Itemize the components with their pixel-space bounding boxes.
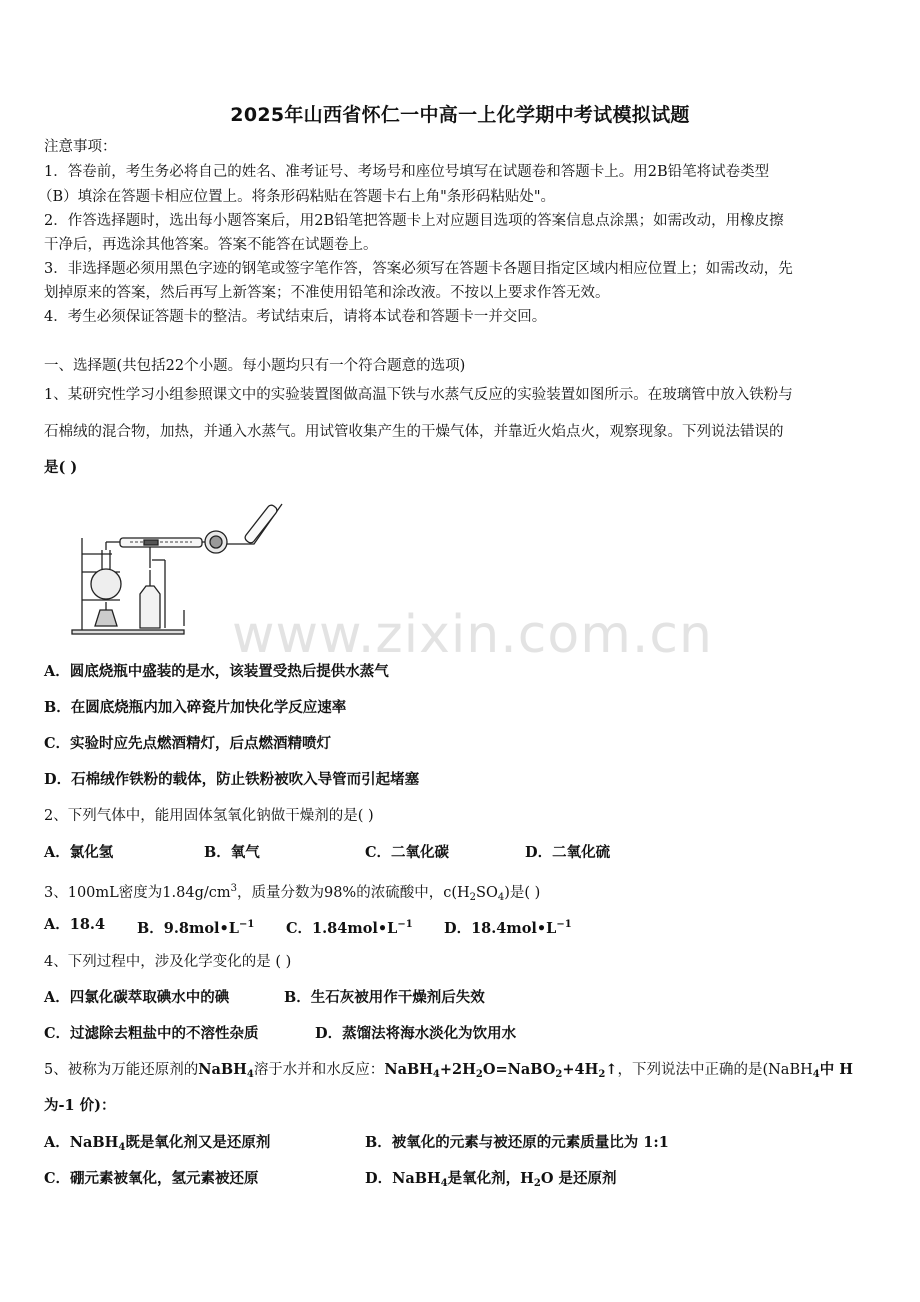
notice-heading: 注意事项： xyxy=(44,139,117,155)
q5-option-c: C．硼元素被氧化，氢元素被还原 xyxy=(44,1170,259,1187)
q3-option-d: D．$18.4mol•L^{-1}$ xyxy=(444,919,572,937)
notice-line: 干净后，再选涂其他答案。答案不能答在试题卷上。 xyxy=(44,237,378,253)
notice-line: （B）填涂在答题卡相应位置上。将条形码粘贴在答题卡右上角"条形码粘贴处"。 xyxy=(38,189,555,205)
q5-option-b: B．被氧化的元素与被还原的元素质量比为 1:1 xyxy=(365,1134,669,1151)
watermark: www.zixin.com.cn xyxy=(232,605,713,665)
q2-option-a: A．氯化氢 xyxy=(44,844,114,861)
q2-option-c: C．二氧化碳 xyxy=(365,844,450,861)
q3-option-a: A．18.4 xyxy=(44,916,106,933)
q1-stem-line: 是( ) xyxy=(44,459,78,476)
q3-option-c: C．$1.84mol•L^{-1}$ xyxy=(286,919,413,937)
q1-stem-line: 1、某研究性学习小组参照课文中的实验装置图做高温下铁与水蒸气反应的实验装置如图所示。在玻璃管中放入铁粉与 xyxy=(44,387,793,403)
notice-line: 划掉原来的答案，然后再写上新答案；不准使用铅笔和涂改液。不按以上要求作答无效。 xyxy=(44,285,610,301)
q5-stem-line: 为-1 价)： xyxy=(44,1097,116,1114)
notice-line: 1．答卷前，考生务必将自己的姓名、准考证号、考场号和座位号填写在试题卷和答题卡上。用2B铅笔将试卷类型 xyxy=(44,164,770,180)
page-title: 2025年山西省怀仁一中高一上化学期中考试模拟试题 xyxy=(230,104,690,126)
q1-stem-line: 石棉绒的混合物，加热，并通入水蒸气。用试管收集产生的干燥气体，并靠近火焰点火，观察现象。下列说法错误的 xyxy=(44,424,784,440)
q2-option-b: B．氧气 xyxy=(204,844,260,861)
notice-line: 3．非选择题必须用黑色字迹的钢笔或签字笔作答，答案必须写在答题卡各题目指定区域内相应位置上；如需改动，先 xyxy=(44,261,793,277)
q4-option-d: D．蒸馏法将海水淡化为饮用水 xyxy=(315,1025,517,1042)
q5-option-d: D．NaBH$_4$是氧化剂，$H_2O$ 是还原剂 xyxy=(365,1170,617,1189)
q4-option-a: A．四氯化碳萃取碘水中的碘 xyxy=(44,989,230,1006)
q2-stem: 2、下列气体中，能用固体氢氧化钠做干燥剂的是( ) xyxy=(44,808,374,824)
notice-line: 2．作答选择题时，选出每小题答案后，用2B铅笔把答题卡上对应题目选项的答案信息点涂黑；如需改动，用橡皮擦 xyxy=(44,213,784,229)
q5-stem-line: 5、被称为万能还原剂的NaBH$_4$溶于水并和水反应：$NaBH_4+2H_2O=NaBO_2+4H_2↑$，下列说法中正确的是(NaBH$_4$中 H xyxy=(44,1061,853,1080)
q2-option-d: D．二氧化硫 xyxy=(525,844,611,861)
notice-line: 4．考生必须保证答题卡的整洁。考试结束后，请将本试卷和答题卡一并交回。 xyxy=(44,309,547,325)
q1-option-a: A．圆底烧瓶中盛装的是水，该装置受热后提供水蒸气 xyxy=(44,663,389,680)
q4-option-c: C．过滤除去粗盐中的不溶性杂质 xyxy=(44,1025,259,1042)
q5-option-a: A．NaBH$_4$既是氧化剂又是还原剂 xyxy=(44,1134,271,1153)
q4-option-b: B．生石灰被用作干燥剂后失效 xyxy=(284,989,485,1006)
section-heading: 一、选择题(共包括22个小题。每小题均只有一个符合题意的选项) xyxy=(44,358,466,374)
q3-stem: 3、100mL密度为$1.84g/cm^3$，质量分数为98%的浓硫酸中，$c(H_2SO_4)$是( ) xyxy=(44,883,541,903)
q3-option-b: B．$9.8mol•L^{-1}$ xyxy=(137,919,255,937)
q1-option-d: D．石棉绒作铁粉的载体，防止铁粉被吹入导管而引起堵塞 xyxy=(44,771,420,788)
q4-stem: 4、下列过程中，涉及化学变化的是 ( ) xyxy=(44,954,292,970)
experiment-apparatus-figure xyxy=(68,498,300,638)
q1-option-c: C．实验时应先点燃酒精灯，后点燃酒精喷灯 xyxy=(44,735,332,752)
q1-option-b: B．在圆底烧瓶内加入碎瓷片加快化学反应速率 xyxy=(44,699,347,716)
